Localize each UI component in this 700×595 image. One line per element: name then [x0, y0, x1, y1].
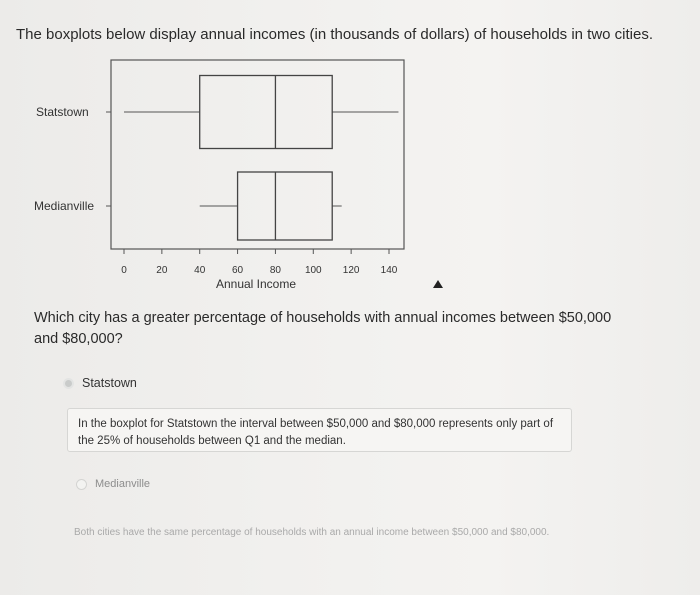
x-tick-label: 60 [232, 265, 244, 276]
explanation-text: Both cities have the same percentage of households with an annual income between $50,000 and $80,000. [74, 527, 550, 538]
category-label: Statstown [36, 105, 89, 119]
radio-selected-icon[interactable] [63, 378, 74, 389]
radio-unselected-icon[interactable] [76, 479, 87, 490]
boxplot-medianville [200, 172, 342, 240]
boxplot-statstown [124, 76, 398, 149]
option-medianville[interactable] [76, 478, 150, 490]
box-iqr [238, 172, 333, 240]
x-tick-label: 20 [156, 265, 168, 276]
plot-frame [111, 60, 404, 249]
x-tick-label: 100 [304, 265, 322, 276]
x-tick-label: 140 [380, 265, 398, 276]
x-tick-label: 40 [194, 265, 206, 276]
option-statstown[interactable] [63, 376, 137, 390]
option-label: Medianville [95, 478, 151, 490]
feedback-box: In the boxplot for Statstown the interval between $50,000 and $80,000 represents only part of the 25% of households between Q1 and the median. [67, 408, 572, 452]
category-label: Medianville [34, 199, 95, 213]
cursor-icon [433, 280, 443, 288]
option-label: Statstown [82, 376, 137, 390]
x-tick-label: 80 [269, 265, 281, 276]
box-iqr [200, 76, 333, 149]
x-tick-label: 120 [342, 265, 360, 276]
question-prompt: The boxplots below display annual incomes (in thousands of dollars) of households in two cities. [16, 26, 654, 43]
question-text: Which city has a greater percentage of households with annual incomes between $50,000 and $80,000? [34, 310, 612, 347]
x-axis-label: Annual Income [215, 277, 297, 291]
x-tick-label: 0 [121, 265, 127, 276]
